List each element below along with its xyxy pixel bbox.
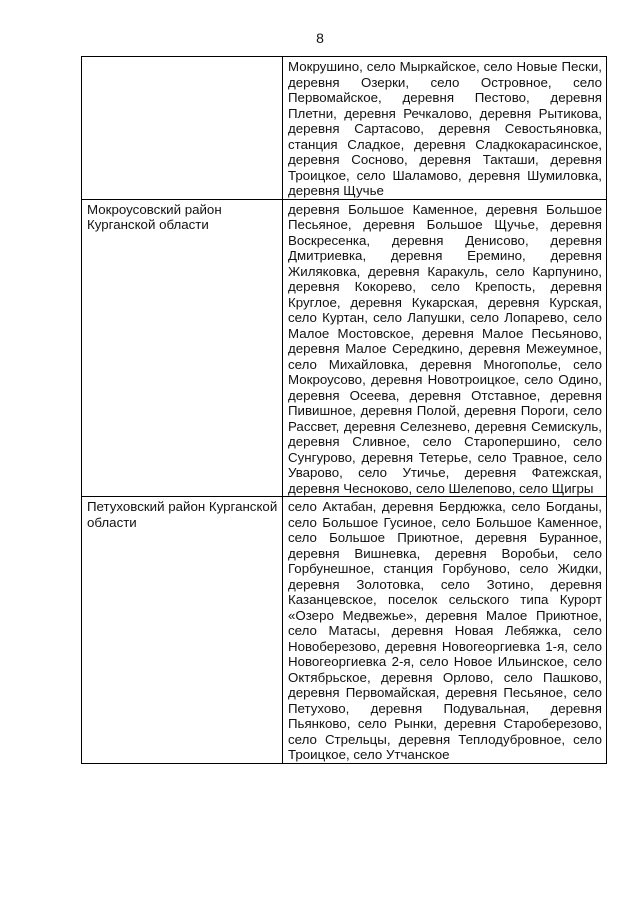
district-cell: [82, 57, 283, 200]
settlements-cell: Мокрушино, село Мыркайское, село Новые Пески, деревня Озерки, село Островное, село Первомайское, деревня Пестово, деревня Плетни, деревня Речкалово, деревня Рытикова, деревня Сартасово, деревня Севостьяновка, станция Сладкое, деревня Сладкокарасинское, деревня Сосново, деревня Такташи, деревня Троицкое, село Шаламово, деревня Шумиловка, деревня Щучье: [283, 57, 607, 200]
table-row: [82, 199, 607, 497]
district-cell: Петуховский район Курганской области: [82, 497, 283, 764]
district-cell: Мокроусовский район Курганской области: [82, 199, 283, 497]
districts-table: [81, 56, 607, 764]
page-number: 8: [316, 30, 324, 46]
settlements-cell: село Актабан, деревня Бердюжка, село Богданы, село Большое Гусиное, село Большое Каменное, село Большое Приютное, деревня Буранное, деревня Вишневка, деревня Воробьи, село Горбунешное, станция Горбуново, село Жидки, деревня Золотовка, село Зотино, деревня Казанцевское, поселок сельского типа Курорт «Озеро Медвежье», деревня Малое Приютное, село Матасы, деревня Новая Лебяжка, село Новоберезово, деревня Новогеоргиевка 1-я, село Новогеоргиевка 2-я, село Новое Ильинское, село Октябрьское, деревня Орлово, село Пашково, деревня Первомайская, деревня Песьяное, село Петухово, деревня Подувальная, деревня Пьянково, село Рынки, деревня Староберезово, село Стрельцы, деревня Теплодубровное, село Троицкое, село Утчанское: [283, 497, 607, 764]
table-row: [82, 497, 607, 764]
settlements-cell: деревня Большое Каменное, деревня Большое Песьяное, деревня Большое Щучье, деревня Воскресенка, деревня Денисово, деревня Дмитриевка, деревня Еремино, деревня Жиляковка, деревня Каракуль, село Карпунино, деревня Кокорево, село Крепость, деревня Круглое, деревня Кукарская, деревня Курская, село Куртан, село Лапушки, село Лопарево, село Малое Мостовское, деревня Малое Песьяново, деревня Малое Середкино, деревня Межеумное, село Михайловка, деревня Многополье, село Мокроусово, деревня Новотроицкое, село Одино, деревня Осеева, деревня Отставное, деревня Пивишное, деревня Полой, деревня Пороги, село Рассвет, деревня Селезнево, деревня Семискуль, деревня Сливное, село Старопершино, село Сунгурово, деревня Тетерье, село Травное, село Уварово, село Утичье, деревня Фатежская, деревня Чесноково, село Шелепово, село Щигры: [283, 199, 607, 497]
table-row: [82, 57, 607, 200]
